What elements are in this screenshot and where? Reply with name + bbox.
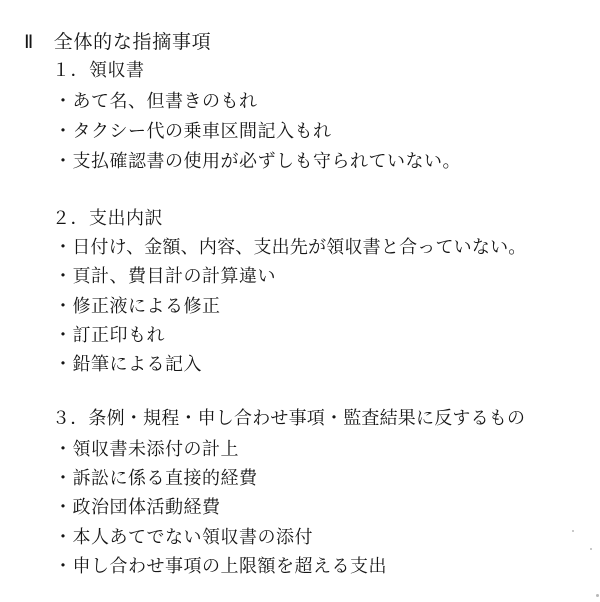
list-item: ・申し合わせ事項の上限額を超える支出 xyxy=(54,556,387,577)
list-item: ・鉛筆による記入 xyxy=(54,354,202,375)
list-item: ・領収書未添付の計上 xyxy=(54,439,239,460)
list-item: ・タクシー代の乗車区間記入もれ xyxy=(54,121,332,142)
section-title-expenditure-breakdown: ２．支出内訳 xyxy=(52,208,163,229)
list-item: ・頁計、費目計の計算違い xyxy=(54,266,276,287)
scan-speck xyxy=(596,594,599,597)
list-item: ・日付け、金額、内容、支出先が領収書と合っていない。 xyxy=(54,237,527,258)
section-title-receipts: １．領収書 xyxy=(52,60,145,81)
list-item: ・支払確認書の使用が必ずしも守られていない。 xyxy=(54,151,461,172)
list-item: ・あて名、但書きのもれ xyxy=(54,91,258,112)
list-item: ・訴訟に係る直接的経費 xyxy=(54,468,258,489)
list-item: ・訂正印もれ xyxy=(54,325,165,346)
section-title-violations: ３．条例・規程・申し合わせ事項・監査結果に反するもの xyxy=(52,408,526,429)
scan-speck xyxy=(572,530,574,532)
list-item: ・本人あてでない領収書の添付 xyxy=(54,527,313,548)
scan-speck xyxy=(590,548,592,550)
document-heading: Ⅱ 全体的な指摘事項 xyxy=(24,31,212,53)
list-item: ・政治団体活動経費 xyxy=(54,497,221,518)
list-item: ・修正液による修正 xyxy=(54,296,221,317)
